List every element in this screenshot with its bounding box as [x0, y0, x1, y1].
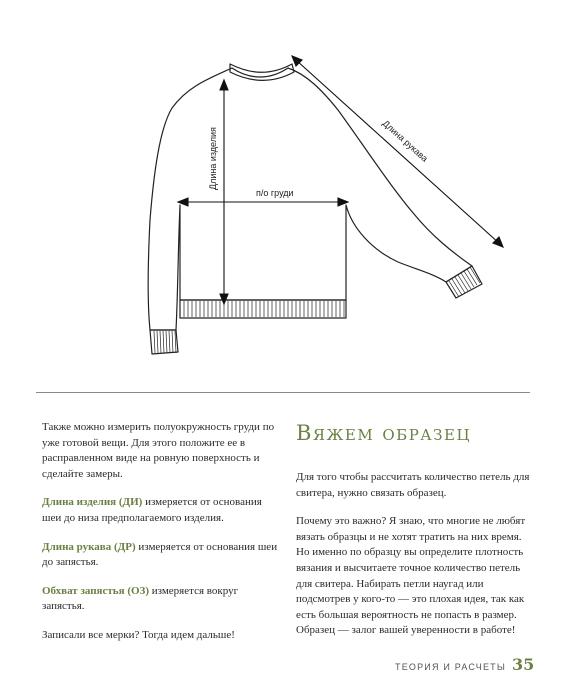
wrist-term: Обхват запястья (ОЗ): [42, 584, 150, 597]
intro-paragraph: Также можно измерить полуокружность груди по уже готовой вещи. Для этого положите ее в расправленном виде на ровную поверхность и сделайте замеры.: [42, 421, 275, 480]
length-paragraph: [42, 495, 278, 526]
rib-line: [452, 279, 462, 295]
chest-label: п/о груди: [256, 188, 294, 198]
closing-paragraph: Записали все мерки? Тогда идем дальше!: [42, 628, 235, 641]
sleeve-paragraph: [42, 540, 278, 571]
rib-line: [169, 331, 170, 353]
left-column: [42, 420, 278, 657]
wrist-paragraph: [42, 584, 278, 615]
sleeve-label: Длина рукава: [380, 118, 430, 164]
footer-section-title: ТЕОРИЯ И РАСЧЕТЫ: [395, 662, 507, 672]
length-arrow-head-top: [220, 80, 228, 90]
length-term: Длина изделия (ДИ): [42, 496, 143, 509]
rib-line: [157, 331, 158, 353]
rib-line: [160, 331, 161, 353]
length-label: Длина изделия: [208, 127, 218, 190]
rib-line: [464, 271, 474, 287]
section-divider: [36, 392, 530, 393]
rib-line: [455, 277, 465, 293]
rib-line: [461, 273, 471, 289]
wrist-text: измеряется вокруг запястья.: [42, 584, 239, 613]
length-arrow-head-bottom: [220, 294, 228, 304]
section-heading: Вяжем образец: [296, 421, 472, 445]
swatch-paragraph-2: Почему это важно? Я знаю, что многие не любят вязать образцы и не хотят тратить на них время. Но именно по образцу вы определите плотность вязания и высчитаете точное количество петель для свитера. Набирать петли наугад или подсмотрев у кого-то — это плохая идея, так как есть большая вероятность не попасть в размер. Образец — залог вашей уверенности в работе!: [296, 515, 526, 637]
sleeve-term: Длина рукава (ДР): [42, 540, 136, 553]
sweater-outline: [148, 68, 472, 330]
sleeve-arrow-line: [296, 60, 500, 244]
rib-line: [458, 275, 468, 291]
rib-line: [172, 331, 173, 353]
rib-line: [154, 331, 155, 353]
hem-ribbing: [180, 300, 346, 318]
rib-line: [166, 331, 167, 353]
page-number: 35: [512, 655, 535, 674]
sleeve-text: измеряется от основания шеи до запястья.: [42, 540, 278, 569]
length-text: измеряется от основания шеи до низа предполагаемого изделия.: [42, 496, 262, 524]
right-cuff: [446, 266, 482, 298]
rib-line: [163, 331, 164, 353]
right-column: [296, 420, 534, 652]
swatch-paragraph-1: Для того чтобы рассчитать количество петель для свитера, нужно связать образец.: [296, 471, 530, 499]
rib-line: [470, 267, 480, 283]
